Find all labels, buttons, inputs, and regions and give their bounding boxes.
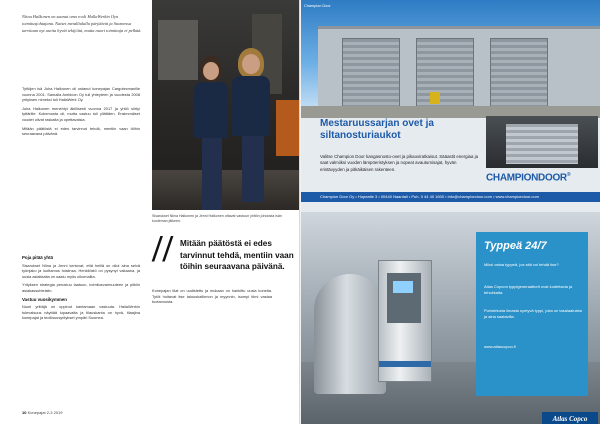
page-number: 10: [22, 410, 27, 415]
article-column-3: [152, 288, 272, 308]
door-image: [342, 38, 400, 108]
atlas-copco-ad[interactable]: [300, 212, 600, 424]
subheading: Vastuu vuosikymmen: [22, 296, 67, 302]
ad-headline: Mestaruussarjan ovet ja siltanosturiaukot: [320, 118, 434, 141]
door-image: [416, 38, 474, 108]
door-inset-photo: [486, 116, 598, 168]
ad-paragraph: Puristetusta ilmasta syntyvä typpi, joka on tasalaatuista ja aina saatavilla.: [484, 308, 582, 319]
paragraph: Sisarukset Niina ja Jenni kertovat, että heillä on ollut aina selvä työnjako ja luottamus toisiinsa. Henkilöstö on pysynyt vakaana, ja uusia asiakkaita on saatu myös ulkomailta.: [22, 262, 140, 279]
right-page: [300, 0, 600, 424]
article-column-1: [22, 86, 140, 140]
ad-contact-bar: Champion Door Oy • Hopeatie 3 • 00440 Naantali • Puh. 0 44 40 1600 • info@championdoor.com • www.championdoor.com: [300, 192, 600, 202]
ad-paragraph: Atlas Copcon typpigeneraattorit ovat luotettavia ja tehokkaita.: [484, 284, 573, 295]
pull-quote-text: Mitään päätöstä ei edes tarvinnut tehdä, mentiin vaan töihin seuraavana päivänä.: [180, 239, 294, 271]
ad-title: Typpeä 24/7: [484, 240, 547, 252]
ad-text-box: [476, 232, 588, 396]
champion-door-ad[interactable]: [300, 0, 600, 212]
atlas-copco-logo[interactable]: Atlas Copco: [542, 412, 598, 424]
paragraph: Juha Halkonen menehtyi äkillisesti vuonna 2017 ja yhtiö siirtyi tyttärille. Kokemusta oli, mutta vastuu tuli yllättäen. Ensimmäiset vuodet olivat raskaita ja opettavaisia.: [22, 105, 140, 122]
article-photo: [152, 0, 300, 210]
paragraph: Konepajan tilat on uudistettu ja mukaan on hankittu uusia koneita. Tytöt hoitavat itse taloushallinnon ja myynnin, isompi tiimi vastaa tuotannosta.: [152, 288, 272, 305]
champion-door-logo[interactable]: CHAMPIONDOOR®: [486, 172, 571, 184]
ad-url[interactable]: www.atlascopco.fi: [484, 344, 516, 349]
photo-caption: Sisarukset Niina Halkonen ja Jenni Halkonen ottavat vastuun yhtiön johdosta isän kuoleman jälkeen.: [152, 214, 282, 223]
article-intro: Niina Halkonen on saanut oma rooli HallaWerkin Oyn toimitusjohtajana. Naiset metallialalla pärjäävät ja Suomessa tarvitaan nyt useita hyviä tekijöitä, mutta nuori toimittaja ei pelkää.: [22, 14, 142, 33]
page-footer: [22, 410, 63, 415]
quote-mark-icon: //: [152, 228, 174, 270]
ad-top-label: Champion Door: [304, 4, 331, 8]
air-tank-image: [314, 274, 386, 394]
paragraph: Yrityksen strategia perustuu laatuun, toimitusvarmuuteen ja pitkiin asiakassuhteisiin.: [22, 282, 140, 293]
paragraph: Nuori yrittäjä on oppinut kantamaan vastuuta. HallaWerkin tulevaisuus näyttää lupaavalta ja tilauskanta on hyvä, tilaajina konepajat ja teollisuusyritykset ympäri Suomea.: [22, 304, 140, 321]
nitrogen-generator-image: [378, 260, 432, 382]
ad-paragraph: Miksi ostaa typpeä, jos sitä voi tehdä itse?: [484, 262, 559, 267]
paragraph: Mitään päätöstä ei edes tarvinnut tehdä, mentiin vaan töihin seuraavana päivänä.: [22, 125, 140, 137]
spine-shadow: [299, 0, 301, 424]
paragraph: Tyttöjen isä Juha Halkonen oli ostanut konepajan Cargotecmanille vuonna 2001. Samalla Ambicon Oy tuli yhteyteen ja vuodesta 2008 yrityksen nimeksi tuli HallaWerk Oy.: [22, 86, 140, 103]
forklift-icon: [430, 92, 440, 104]
door-image: [490, 38, 548, 108]
ad-body: Valitse Champion Door kangasnosto-ovet ja pikaoviratkaisut. Sääastit energiaa ja saat valmiiksi vuoden lämpöeristyksen ja nopeat avautumisajat, hyvän eristävyyden ja pitkäikäisen rakenteen.: [320, 154, 479, 172]
article-column-2: [22, 252, 140, 324]
magazine-name: Konepajat 2-3 2019: [27, 410, 63, 415]
subheading: Poja pitää yhtä: [22, 255, 53, 260]
